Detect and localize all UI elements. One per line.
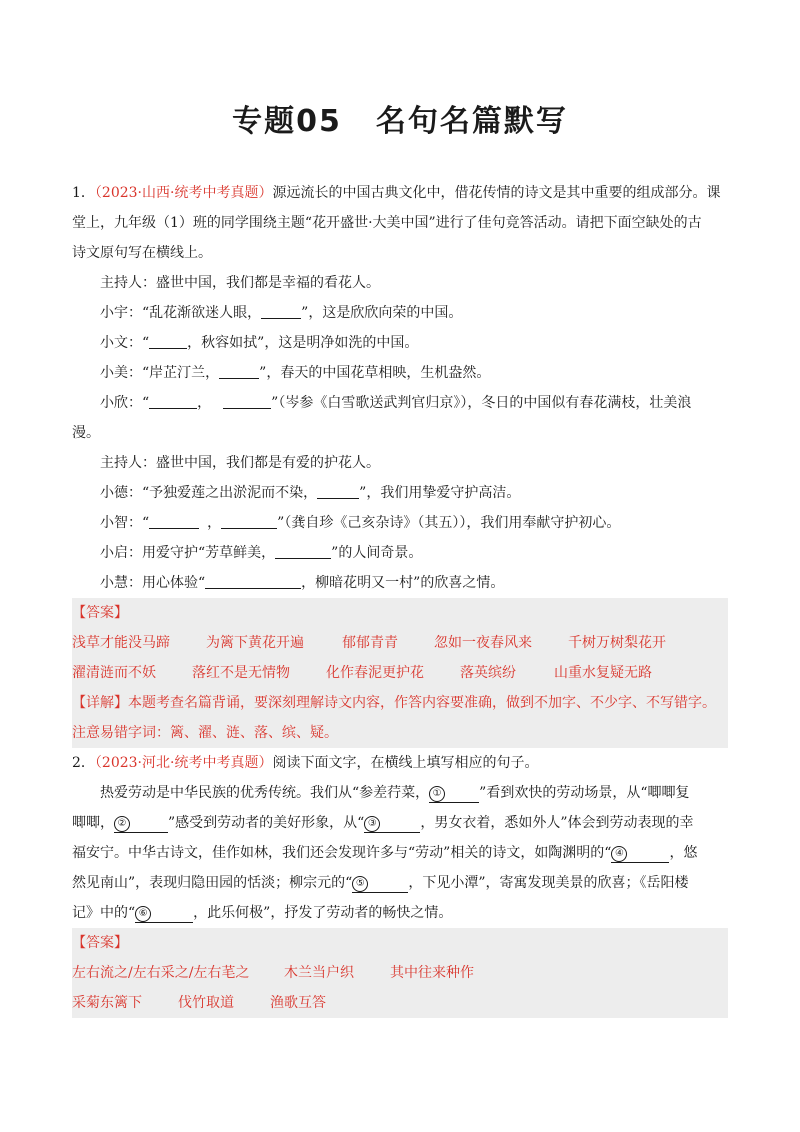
q1-intro-line-2: 堂上，九年级（1）班的同学围绕主题“花开盛世·大美中国”进行了佳句竞答活动。请把下面空缺处的古 xyxy=(72,215,702,231)
q1-source: （2023·山西·统考中考真题） xyxy=(94,185,273,201)
q1-detail-line-1: 【详解】本题考查名篇背诵，要深刻理解诗文内容，作答内容要准确，做到不加字、不少字、不写错字。 xyxy=(72,695,716,711)
blank-number-3: ③ xyxy=(364,816,380,832)
q1-intro-line-3: 诗文原句写在横线上。 xyxy=(72,245,212,261)
q2-answer-block xyxy=(72,928,728,1018)
q2-passage-text: ，男女衣着，悉如外人”体会到劳动表现的幸 xyxy=(420,815,694,831)
answer-item: 郁郁青青 xyxy=(342,635,398,651)
q1-xiaomei-line xyxy=(72,358,728,388)
q1-xiaozhi-text: 小智：“ xyxy=(100,515,150,531)
q1-xiaozhi-tail: ”（龚自珍《己亥杂诗》（其五）），我们用奉献守护初心。 xyxy=(277,515,621,531)
answer-blank[interactable] xyxy=(135,904,193,923)
q1-xiaoxin-text: 小欣：“ xyxy=(100,395,150,411)
answer-blank[interactable] xyxy=(611,844,669,863)
answer-item: 采菊东篱下 xyxy=(72,995,142,1011)
answer-item: 木兰当户织 xyxy=(284,965,354,981)
q1-host-line-2: 主持人：盛世中国，我们都是有爱的护花人。 xyxy=(100,455,380,471)
title-sub: 名句名篇默写 xyxy=(375,104,568,139)
q1-xiaode-line xyxy=(72,478,728,508)
blank-number-2: ② xyxy=(114,816,130,832)
answer-item: 浅草才能没马蹄 xyxy=(72,635,170,651)
q2-passage-text: ，下见小潭”，寄寓发现美景的欣喜；《岳阳楼 xyxy=(408,875,689,891)
blank-number-1: ① xyxy=(429,786,445,802)
page-title xyxy=(0,96,800,140)
q2-passage-line-4 xyxy=(72,868,728,898)
answer-blank[interactable] xyxy=(223,392,271,409)
q1-xiaode-text: 小德：“予独爱莲之出淤泥而不染， xyxy=(100,485,318,501)
answer-item: 落红不是无情物 xyxy=(192,665,290,681)
q2-passage-line-2 xyxy=(72,808,728,838)
q2-answer-row-2 xyxy=(72,988,728,1018)
q2-passage-text: ，此乐何极”，抒发了劳动者的畅快之情。 xyxy=(193,905,453,921)
answer-blank[interactable] xyxy=(261,302,301,319)
q1-xiaohui-text: 小慧：用心体验“ xyxy=(100,575,206,591)
q2-passage-line-3 xyxy=(72,838,728,868)
q1-answer-block xyxy=(72,598,728,748)
title-main: 专题05 xyxy=(232,104,342,139)
q2-passage-text: 福安宁。中华古诗文，佳作如林，我们还会发现许多与“劳动”相关的诗文，如陶渊明的“ xyxy=(72,845,612,861)
document-body xyxy=(72,178,728,1018)
answer-blank[interactable] xyxy=(219,362,259,379)
q2-answer-row-1 xyxy=(72,958,728,988)
answer-item: 渔歌互答 xyxy=(270,995,326,1011)
q2-passage-line-5 xyxy=(72,898,728,928)
answer-item: 其中往来种作 xyxy=(390,965,474,981)
answer-blank[interactable] xyxy=(114,814,168,833)
q1-xiaowen-tail: ，秋容如拭”，这是明净如洗的中国。 xyxy=(187,335,419,351)
q2-passage-text: ，悠 xyxy=(669,845,698,861)
q1-xiaomei-tail: ”，春天的中国花草相映，生机盎然。 xyxy=(259,365,491,381)
q1-intro-text: 源远流长的中国古典文化中，借花传情的诗文是其中重要的组成部分。课 xyxy=(272,185,721,201)
answer-item: 伐竹取道 xyxy=(178,995,234,1011)
q2-intro-line xyxy=(72,748,728,778)
q2-number: 2． xyxy=(72,755,95,771)
answer-blank[interactable] xyxy=(149,332,187,349)
q2-passage-text: 唧唧， xyxy=(72,815,114,831)
q1-xiaoyu-tail: ”，这是欣欣向荣的中国。 xyxy=(301,305,463,321)
blank-number-5: ⑤ xyxy=(352,876,368,892)
answer-blank[interactable] xyxy=(205,572,301,589)
q2-passage-text: 记》中的“ xyxy=(72,905,136,921)
answer-blank[interactable] xyxy=(149,392,197,409)
q1-xiaowen-line xyxy=(72,328,728,358)
q2-passage-line-1 xyxy=(72,778,728,808)
q2-passage-text: 热爱劳动是中华民族的优秀传统。我们从“参差荇菜， xyxy=(100,785,430,801)
q1-xiaoxin-line xyxy=(72,388,728,418)
q2-answer-label: 【答案】 xyxy=(72,935,128,951)
q2-passage-text: ”看到欢快的劳动场景，从“唧唧复 xyxy=(479,785,690,801)
q1-xiaoxin-comma: ， xyxy=(197,395,212,411)
answer-blank[interactable] xyxy=(221,512,277,529)
q2-passage-text: 然见南山”，表现归隐田园的恬淡；柳宗元的“ xyxy=(72,875,353,891)
q1-xiaozhi-line xyxy=(72,508,728,538)
q1-answer-row-2 xyxy=(72,658,728,688)
answer-blank[interactable] xyxy=(317,482,359,499)
q1-xiaomei-text: 小美：“岸芷汀兰， xyxy=(100,365,220,381)
q1-intro-line-1 xyxy=(72,178,728,208)
answer-item: 化作春泥更护花 xyxy=(326,665,424,681)
q2-intro-text: 阅读下面文字，在横线上填写相应的句子。 xyxy=(272,755,539,771)
q1-detail-line-2: 注意易错字词：篱、濯、涟、落、缤、疑。 xyxy=(72,725,338,741)
answer-blank[interactable] xyxy=(149,512,199,529)
q2-source: （2023·河北·统考中考真题） xyxy=(94,755,273,771)
answer-blank[interactable] xyxy=(352,874,408,893)
q1-number: 1． xyxy=(72,185,95,201)
answer-item: 为篱下黄花开遍 xyxy=(206,635,304,651)
answer-blank[interactable] xyxy=(275,542,331,559)
q2-passage-text: ”感受到劳动者的美好形象，从“ xyxy=(168,815,365,831)
q1-host-line-1: 主持人：盛世中国，我们都是幸福的看花人。 xyxy=(100,275,380,291)
q1-xiaoyu-text: 小宇：“乱花渐欲迷人眼， xyxy=(100,305,262,321)
q1-answer-row-1 xyxy=(72,628,728,658)
answer-blank[interactable] xyxy=(364,814,420,833)
q1-xiaohui-tail: ，柳暗花明又一村”的欣喜之情。 xyxy=(301,575,505,591)
q1-xiaode-tail: ”，我们用挚爱守护高洁。 xyxy=(359,485,521,501)
q1-xiaoqi-tail: ”的人间奇景。 xyxy=(331,545,423,561)
q1-xiaoqi-line xyxy=(72,538,728,568)
q1-xiaowen-text: 小文：“ xyxy=(100,335,150,351)
answer-item: 落英缤纷 xyxy=(460,665,516,681)
blank-number-6: ⑥ xyxy=(135,906,151,922)
answer-blank[interactable] xyxy=(429,784,479,803)
blank-number-4: ④ xyxy=(611,846,627,862)
answer-item: 山重水复疑无路 xyxy=(554,665,652,681)
answer-item: 左右流之/左右采之/左右芼之 xyxy=(72,965,250,981)
q1-xiaozhi-comma: ， xyxy=(207,515,222,531)
answer-item: 忽如一夜春风来 xyxy=(434,635,532,651)
answer-item: 濯清涟而不妖 xyxy=(72,665,156,681)
q1-xiaoxin-tail: ”（岑参《白雪歌送武判官归京》），冬日的中国似有春花满枝，壮美浪 xyxy=(271,395,692,411)
q1-xiaohui-line xyxy=(72,568,728,598)
q1-xiaoxin-wrap: 漫。 xyxy=(72,425,100,441)
q1-xiaoqi-text: 小启：用爱守护“芳草鲜美， xyxy=(100,545,276,561)
answer-item: 千树万树梨花开 xyxy=(568,635,666,651)
q1-xiaoyu-line xyxy=(72,298,728,328)
q1-answer-label: 【答案】 xyxy=(72,605,128,621)
